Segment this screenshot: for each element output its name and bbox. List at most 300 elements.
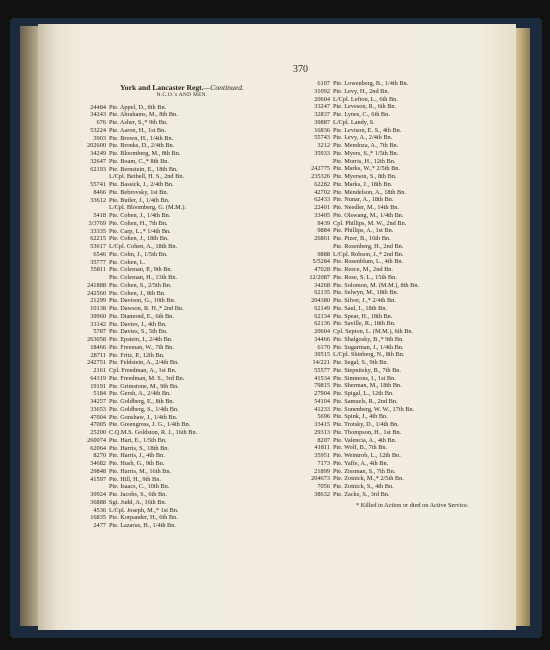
soldier-entry: Pte. Lowenberg, B., 1/4th Bn.: [333, 80, 409, 87]
list-item: [62, 282, 272, 290]
service-number: 235326: [311, 173, 330, 180]
service-number: 5787: [93, 328, 106, 336]
list-item: [286, 297, 496, 305]
service-number: 25200: [90, 429, 106, 436]
page-number: 370: [293, 64, 308, 75]
soldier-entry: Pte. Abrahams, M., 8th Bn.: [109, 111, 178, 119]
service-number: 33247: [314, 103, 330, 111]
list-item: [286, 189, 496, 197]
service-number: [286, 243, 333, 251]
soldier-entry: Pte. Butler, J., 1/4th Bn.: [109, 196, 170, 204]
list-item: [286, 475, 496, 483]
list-item: [62, 313, 272, 321]
soldier-entry: Pte. Levison, E. S., 4th Bn.: [333, 126, 402, 134]
soldier-entry: Pte. Saul, I., 18th Bn.: [333, 304, 388, 312]
list-item: [286, 235, 496, 243]
list-item: [62, 336, 272, 344]
service-number: 32647: [90, 157, 106, 165]
soldier-entry: Pte. Segal, S., 9th Bn.: [333, 359, 389, 366]
list-item: [286, 88, 496, 96]
soldier-entry: Pte. Simmons, I., 1st Bn.: [333, 374, 396, 382]
service-number: 34257: [90, 398, 106, 405]
soldier-entry: Pte. Korpander, H., 6th Bn.: [109, 514, 178, 522]
service-number: 27904: [314, 390, 330, 397]
service-number: [62, 173, 109, 181]
book-page: [38, 24, 516, 630]
list-item: [62, 235, 272, 243]
soldier-entry: L/Cpl. Bloomberg, G. (M.M.).: [109, 204, 187, 212]
service-number: [62, 204, 109, 212]
list-item: [286, 96, 496, 104]
list-item: [62, 514, 272, 522]
list-item: [62, 367, 272, 375]
list-item: [286, 452, 496, 460]
list-item: [62, 406, 272, 414]
soldier-entry: Pte. Appel, D., 8th Bn.: [109, 103, 167, 111]
soldier-entry: Pte. Levy, H., 2nd Bn.: [333, 87, 390, 95]
service-number: 62282: [314, 180, 330, 188]
soldier-entry: Pte. Davies, J., 4th Bn.: [109, 320, 167, 328]
section-title-continued: —Continued.: [203, 83, 244, 92]
service-number: 20604: [314, 95, 330, 103]
service-number: 242560: [87, 289, 106, 297]
list-item: [286, 274, 496, 282]
service-number: 53224: [90, 126, 106, 134]
soldier-entry: Pte. Silver, J.,* 2/4th Bn.: [333, 297, 396, 304]
list-item: [62, 491, 272, 499]
list-item: [62, 189, 272, 197]
list-item: [286, 328, 496, 336]
soldier-entry: Pte. Bloomberg, M., 8th Bn.: [109, 150, 181, 157]
service-number: 3212: [317, 142, 330, 149]
soldier-entry: Pte. Coleman, H., 13th Bn.: [109, 274, 178, 281]
section-subtitle: N.C.O.'s AND MEN.: [156, 91, 208, 98]
soldier-entry: L/Cpl. Bethell, H. S., 2nd Bn.: [109, 173, 185, 181]
list-item: [286, 413, 496, 421]
soldier-entry: Pte. Pizer, B., 16th Bn.: [333, 235, 391, 242]
soldier-entry: Pte. Asher, S.,* 9th Bn.: [109, 119, 168, 126]
section-title: [92, 84, 272, 92]
list-item: [286, 289, 496, 297]
service-number: 33612: [90, 196, 106, 204]
service-number: 9884: [317, 227, 330, 235]
soldier-entry: Pte. Bronks, D., 2/4th Bn.: [109, 142, 175, 150]
list-item: [62, 204, 272, 212]
service-number: 9439: [317, 219, 330, 227]
service-number: 35777: [90, 258, 106, 266]
service-number: 53617: [90, 243, 106, 250]
soldier-entry: Pte. Cohen, J., 8th Bn.: [109, 289, 166, 297]
service-number: 7056: [317, 483, 330, 490]
service-number: 26861: [314, 235, 330, 242]
right-column: [286, 80, 496, 509]
service-number: 33653: [90, 405, 106, 413]
list-item: [286, 251, 496, 259]
list-item: [62, 197, 272, 205]
list-item: [286, 460, 496, 468]
list-item: [62, 228, 272, 236]
list-item: [286, 421, 496, 429]
soldier-entry: Pte. Harris, S., 18th Bn.: [109, 444, 169, 452]
soldier-entry: Pte. Sugarman, J., 1/4th Bn.: [333, 343, 404, 351]
list-item: [62, 414, 272, 422]
service-number: [62, 274, 109, 282]
soldier-entry: Pte. Mendoza, A., 7th Bn.: [333, 142, 399, 149]
service-number: 33335: [90, 227, 106, 235]
service-number: 34682: [90, 460, 106, 467]
service-number: 260074: [87, 436, 106, 444]
list-item: [286, 266, 496, 274]
service-number: 204673: [311, 475, 330, 483]
list-item: [62, 305, 272, 313]
service-number: 47028: [314, 266, 330, 273]
list-item: [62, 104, 272, 112]
soldier-entry: L/Cpl. Shinberg, N., 8th Bn.: [333, 351, 405, 359]
list-item: [62, 445, 272, 453]
soldier-entry: Pte. Cohen, J., 1/4th Bn.: [109, 212, 171, 219]
service-number: 8466: [93, 188, 106, 196]
list-item: [286, 351, 496, 359]
service-number: 7173: [317, 459, 330, 467]
service-number: 62215: [90, 235, 106, 243]
list-item: [62, 429, 272, 437]
service-number: 55743: [314, 134, 330, 142]
soldier-entry: Pte. Levy, A., 2/4th Bn.: [333, 134, 393, 142]
service-number: 5418: [93, 212, 106, 219]
list-item: [286, 398, 496, 406]
soldier-entry: L/Cpl. Robson, J.,* 2nd Bn.: [333, 250, 404, 258]
soldier-entry: Pte. Morris, H., 12th Bn.: [333, 157, 396, 165]
list-item: [286, 204, 496, 212]
soldier-entry: Pte. Leveson, R., 6th Bn.: [333, 103, 397, 111]
soldier-entry: Pte. Rose, S. L., 15th Bn.: [333, 273, 397, 281]
service-number: 64319: [90, 374, 106, 382]
soldier-entry: Pte. Reece, M., 2nd Bn.: [333, 266, 393, 273]
service-number: 5184: [93, 390, 106, 398]
service-number: 5696: [317, 413, 330, 421]
soldier-entry: Pte. Greengross, J. G., 1/4th Bn.: [109, 421, 191, 429]
service-number: 29313: [314, 428, 330, 436]
list-item: [62, 127, 272, 135]
service-number: 38632: [314, 490, 330, 498]
soldier-entry: Pte. Freedman, M. S., 3rd Bn.: [109, 374, 185, 382]
soldier-entry: Pte. Stepnitsky, B., 7th Bn.: [333, 366, 401, 374]
list-item: [286, 359, 496, 367]
list-item: [286, 165, 496, 173]
soldier-entry: Pte. Valencia, A., 4th Bn.: [333, 436, 397, 444]
soldier-entry: Pte. Spigal, L., 12th Bn.: [333, 390, 394, 397]
service-number: 6107: [317, 80, 330, 87]
list-item: [286, 491, 496, 499]
service-number: 62149: [314, 304, 330, 312]
soldier-entry: Pte. Diamond, E., 6th Bn.: [109, 312, 174, 320]
list-item: [286, 150, 496, 158]
service-number: 62134: [314, 312, 330, 320]
soldier-entry: Pte. Saville, R., 18th Bn.: [333, 320, 396, 328]
soldier-entry: Pte. Goldberg, E., 8th Bn.: [109, 398, 175, 405]
soldier-entry: Pte. Zotnick, S., 4th Bn.: [333, 483, 394, 490]
service-number: 79815: [314, 382, 330, 390]
soldier-entry: Cpl. Freedman, A., 1st Bn.: [109, 367, 177, 374]
service-number: 21299: [90, 297, 106, 305]
service-number: 29848: [90, 467, 106, 475]
service-number: 20604: [314, 328, 330, 335]
list-item: [62, 181, 272, 189]
list-item: [62, 452, 272, 460]
footnote: * Killed in Action or died on Active Service.: [356, 501, 469, 509]
service-number: 9888: [317, 250, 330, 258]
list-item: [62, 290, 272, 298]
list-item: [62, 173, 272, 181]
list-item: [286, 196, 496, 204]
list-item: [62, 220, 272, 228]
service-number: 39887: [314, 118, 330, 126]
service-number: 4536: [93, 506, 106, 514]
soldier-entry: Pte. Davison, G., 10th Bn.: [109, 297, 176, 305]
list-item: [62, 321, 272, 329]
soldier-entry: Pte. Myers, S.,* 1/5th Bn.: [333, 149, 399, 157]
soldier-entry: Cpl. Septon, L. (M.M.), 6th Bn.: [333, 328, 414, 335]
soldier-entry: Pte. Sonenberg, W. W., 17th Bn.: [333, 405, 415, 413]
service-number: 34249: [90, 150, 106, 157]
service-number: 39960: [90, 312, 106, 320]
soldier-entry: Pte. Cohn, J., 1/5th Bn.: [109, 250, 168, 258]
soldier-entry: Cpl. Phillips, M. W., 2nd Bn.: [333, 219, 407, 227]
soldier-entry: Pte. Hart, E., 1/5th Bn.: [109, 436, 167, 444]
soldier-entry: Pte. Goldberg, S., 1/4th Bn.: [109, 405, 179, 413]
list-item: [62, 437, 272, 445]
list-item: [62, 111, 272, 119]
soldier-entry: Pte. Cohen, H., 7th Bn.: [109, 219, 168, 227]
service-number: 36888: [90, 498, 106, 506]
service-number: 34268: [314, 281, 330, 289]
soldier-entry: L/Cpl. Joseph, M.,* 1st Bn.: [109, 506, 179, 514]
list-item: [62, 166, 272, 174]
list-item: [286, 382, 496, 390]
soldier-entry: Pte. Harris, M., 16th Bn.: [109, 467, 172, 475]
list-item: [286, 119, 496, 127]
service-number: 41811: [314, 444, 330, 452]
soldier-entry: Pte. Mendelson, A., 18th Bn.: [333, 188, 406, 196]
soldier-entry: Pte. Gersh, A., 2/4th Bn.: [109, 390, 171, 398]
list-item: [286, 127, 496, 135]
soldier-entry: Pte. Shalgosky, B.,* 9th Bn.: [333, 335, 404, 343]
soldier-entry: C.Q.M.S. Goldston, R. J., 16th Bn.: [109, 429, 198, 436]
list-item: [62, 499, 272, 507]
soldier-entry: Pte. Carp, L.,* 1/4th Bn.: [109, 227, 171, 235]
service-number: 55577: [314, 366, 330, 374]
list-item: [286, 444, 496, 452]
service-number: 28711: [90, 351, 106, 359]
service-number: 35951: [314, 452, 330, 459]
service-number: 16835: [90, 514, 106, 522]
list-item: [62, 468, 272, 476]
soldier-entry: Pte. Feldstein, A., 2/4th Bn.: [109, 359, 179, 367]
soldier-entry: Pte. Selwyn, M., 18th Bn.: [333, 289, 399, 297]
service-number: 8270: [93, 452, 106, 460]
soldier-entry: Pte. Cohen, J., 18th Bn.: [109, 235, 169, 243]
service-number: 12/2087: [309, 273, 330, 281]
list-item: [62, 119, 272, 127]
soldier-entry: Pte. Hush, G., 9th Bn.: [109, 460, 165, 467]
list-item: [62, 375, 272, 383]
soldier-entry: Pte. Cohen, L.: [109, 258, 146, 266]
soldier-entry: Pte. Marks, J., 18th Bn.: [333, 180, 393, 188]
soldier-entry: Pte. Wolf, B., 7th Bn.: [333, 444, 388, 452]
list-item: [286, 212, 496, 220]
soldier-entry: Pte. Rosenblum, L., 4th Bn.: [333, 258, 404, 266]
soldier-entry: Pte. Thompson, H., 1st Bn.: [333, 428, 402, 436]
soldier-entry: Pte. Hill, H., 9th Bn.: [109, 475, 161, 483]
service-number: 55811: [90, 266, 106, 274]
service-number: 41597: [90, 475, 106, 483]
page-edges: [514, 28, 530, 626]
list-item: [62, 460, 272, 468]
service-number: 22401: [314, 204, 330, 211]
list-item: [286, 406, 496, 414]
service-number: 33142: [90, 320, 106, 328]
service-number: 62433: [314, 196, 330, 204]
service-number: 18466: [90, 343, 106, 351]
soldier-entry: L/Cpl. Lefton, L., 6th Bn.: [333, 95, 398, 103]
soldier-entry: Pte. Lynes, C., 6th Bn.: [333, 111, 390, 118]
service-number: 62064: [90, 444, 106, 452]
left-column: [62, 84, 272, 530]
soldier-entry: Pte. Davies, S., 5th Bn.: [109, 328, 168, 336]
soldier-entry: Pte. Phillips, A., 1st Bn.: [333, 227, 394, 235]
soldier-entry: Pte. Lazarus, H., 1/4th Bn.: [109, 522, 176, 529]
service-number: [62, 483, 109, 491]
service-number: 16836: [314, 126, 330, 134]
service-number: 5/5284: [312, 258, 330, 266]
soldier-entry: Pte. Zotnick, M.,* 2/5th Bn.: [333, 475, 404, 483]
service-number: 47004: [90, 413, 106, 421]
service-number: 2477: [93, 522, 106, 529]
soldier-entry: Pte. Nunar, A., 18th Bn.: [333, 196, 394, 204]
soldier-entry: Pte. Epstein, I., 2/4th Bn.: [109, 336, 173, 343]
soldier-entry: Pte. Fritz, P., 12th Bn.: [109, 351, 165, 359]
soldier-entry: Pte. Harris, J., 4th Bn.: [109, 452, 165, 460]
list-item: [286, 134, 496, 142]
soldier-entry: Pte. Gonshaw, J., 1/4th Bn.: [109, 413, 178, 421]
service-number: 33405: [314, 211, 330, 219]
service-number: 204380: [311, 297, 330, 304]
service-number: 62193: [90, 165, 106, 173]
list-item: [62, 259, 272, 267]
service-number: 202600: [87, 142, 106, 150]
soldier-entry: Pte. Spear, H., 18th Bn.: [333, 312, 393, 320]
service-number: 62136: [314, 320, 330, 328]
list-item: [62, 328, 272, 336]
list-item: [62, 142, 272, 150]
service-number: 14/221: [312, 359, 330, 366]
service-number: 263058: [87, 336, 106, 343]
soldier-entry: Pte. Aaron, H., 1st Bn.: [109, 126, 166, 134]
list-item: [286, 258, 496, 266]
list-item: [62, 483, 272, 491]
soldier-entry: Pte. Trotsky, D., 1/4th Bn.: [333, 421, 399, 428]
service-number: 21899: [314, 467, 330, 475]
soldier-entry: Pte. Weintrob, L., 12th Bn.: [333, 452, 401, 459]
list-item: [286, 243, 496, 251]
soldier-entry: Pte. Dawson, R. H.,* 2nd Bn.: [109, 305, 184, 312]
list-item: [62, 476, 272, 484]
service-number: 2161: [93, 367, 106, 374]
service-number: 3/3769: [88, 219, 106, 227]
service-number: 41534: [314, 374, 330, 382]
list-item: [62, 421, 272, 429]
soldier-entry: Pte. Spink, J., 4th Bn.: [333, 413, 388, 421]
soldier-entry: Pte. Samuels, R., 2nd Bn.: [333, 397, 398, 405]
list-item: [286, 282, 496, 290]
soldier-entry: Pte. Grimstone, M., 9th Bn.: [109, 382, 179, 390]
list-item: [286, 468, 496, 476]
list-item: [62, 359, 272, 367]
list-item: [286, 158, 496, 166]
service-number: 33415: [314, 421, 330, 428]
list-item: [286, 181, 496, 189]
soldier-entry: Pte. Myerson, S., 8th Bn.: [333, 173, 397, 180]
service-number: 242775: [311, 165, 330, 173]
soldier-entry: Pte. Marks, W.,* 2/5th Bn.: [333, 165, 400, 173]
soldier-entry: Sgt. Judd, A., 16th Bn.: [109, 498, 167, 506]
soldier-entry: Pte. Solomon, M. (M.M.), 8th Bn.: [333, 281, 420, 289]
list-item: [286, 142, 496, 150]
service-number: 39515: [314, 351, 330, 359]
list-item: [286, 220, 496, 228]
list-item: [62, 390, 272, 398]
list-item: [286, 103, 496, 111]
list-item: [62, 522, 272, 530]
service-number: 39924: [90, 491, 106, 498]
list-item: [62, 383, 272, 391]
list-item: [286, 336, 496, 344]
section-title-text: York and Lancaster Regt.: [120, 83, 204, 92]
service-number: 35933: [314, 149, 330, 157]
list-item: [62, 212, 272, 220]
soldier-entry: Pte. Coleman, P., 9th Bn.: [109, 266, 173, 274]
list-item: [62, 135, 272, 143]
list-item: [62, 398, 272, 406]
soldier-entry: Pte. Rosenberg, H., 2nd Bn.: [333, 242, 404, 250]
list-item: [286, 313, 496, 321]
service-number: 19191: [90, 382, 106, 390]
list-item: [286, 429, 496, 437]
soldier-entry: Pte. Sherman, M., 18th Bn.: [333, 382, 402, 390]
soldier-entry: Pte. Cohen, S., 2/5th Bn.: [109, 281, 172, 289]
list-item: [286, 227, 496, 235]
list-item: [62, 158, 272, 166]
left-roll-list: [62, 104, 272, 530]
list-item: [62, 243, 272, 251]
soldier-entry: Pte. Zacks, S., 3rd Bn.: [333, 490, 390, 498]
list-item: [286, 367, 496, 375]
service-number: 6546: [93, 250, 106, 258]
soldier-entry: Pte. Isaacs, C., 10th Bn.: [109, 483, 170, 491]
service-number: [286, 158, 333, 166]
soldier-entry: Pte. Jacobs, S., 6th Bn.: [109, 491, 167, 498]
service-number: 32837: [314, 111, 330, 118]
list-item: [62, 297, 272, 305]
list-item: [286, 111, 496, 119]
service-number: 34466: [314, 335, 330, 343]
service-number: 241888: [87, 281, 106, 289]
service-number: 3903: [93, 134, 106, 142]
list-item: [286, 483, 496, 491]
list-item: [62, 344, 272, 352]
service-number: 42702: [314, 188, 330, 196]
service-number: 242751: [87, 359, 106, 367]
